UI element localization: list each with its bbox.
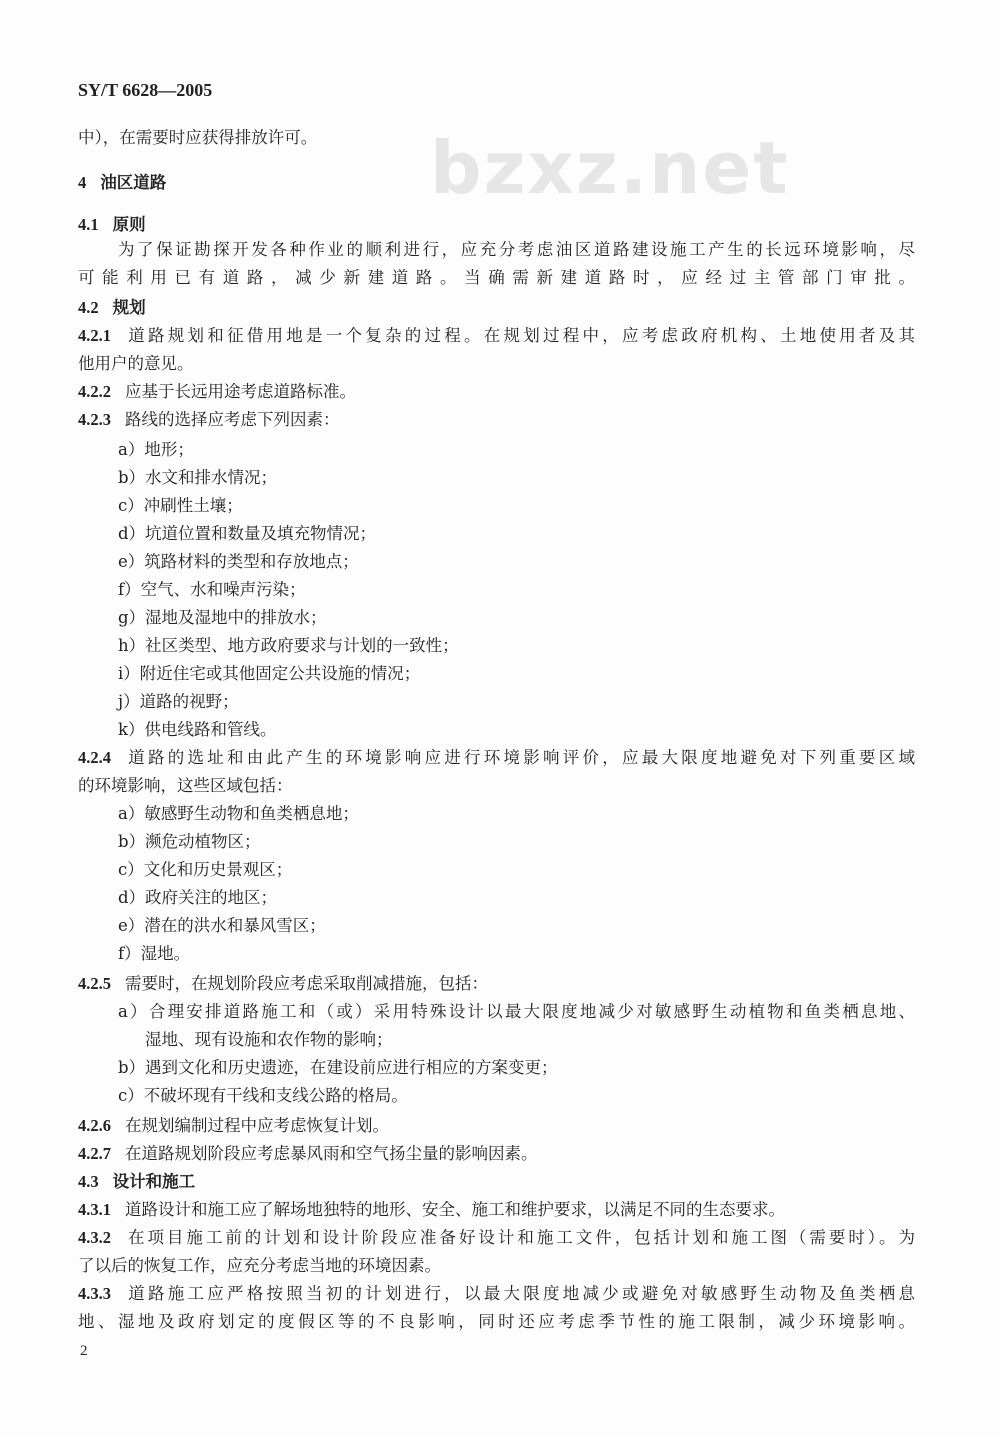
text-line [118,859,292,881]
line-text: d）政府关注的地区； [118,888,278,907]
line-text: f）湿地。 [118,944,191,963]
section-line [78,1283,915,1305]
line-text: b）水文和排水情况； [118,468,278,487]
line-text: b）遇到文化和历史遗迹，在建设前应进行相应的方案变更； [118,1058,558,1077]
section-line [78,325,915,347]
line-text: 路线的选择应考虑下列因素： [125,410,340,429]
line-text: j）道路的视野； [118,692,239,711]
section-number: 4.2.6 [78,1116,111,1135]
text-line [145,1029,393,1051]
line-text: 地、湿地及政府划定的度假区等的不良影响，同时还应考虑季节性的施工限制，减少环境影响。 [78,1312,915,1331]
section-line [78,297,146,319]
line-text: 在道路规划阶段应考虑暴风雨和空气扬尘量的影响因素。 [125,1144,538,1163]
text-line [118,635,459,657]
section-line [78,172,166,194]
text-line [118,1085,408,1107]
section-line [78,1143,538,1165]
text-line [78,1255,441,1277]
section-number: 4.2 [78,298,99,317]
text-line [118,943,190,965]
line-text: c）不破坏现有干线和支线公路的格局。 [118,1086,408,1105]
line-text: f）空气、水和噪声污染； [118,580,306,599]
text-line [118,523,376,545]
section-number: 4.3.2 [78,1228,111,1247]
section-number: 4.2.3 [78,410,111,429]
line-text: 可能利用已有道路，减少新建道路。当确需新建道路时，应经过主管部门审批。 [78,268,915,287]
text-line [118,915,326,937]
line-text: 了以后的恢复工作，应充分考虑当地的环境因素。 [78,1256,441,1275]
text-line [78,267,915,289]
line-text: a）地形； [118,440,194,459]
line-text: e）潜在的洪水和暴风雪区； [118,916,326,935]
text-line [78,1311,915,1333]
line-text: c）冲刷性土壤； [118,496,243,515]
text-line [118,691,239,713]
line-text: 中），在需要时应获得排放许可。 [78,128,318,147]
text-line [118,719,277,741]
text-line [118,439,194,461]
line-text: 需要时，在规划阶段应考虑采取削减措施，包括： [125,974,488,993]
line-text: 道路设计和施工应了解场地独特的地形、安全、施工和维护要求，以满足不同的生态要求。 [125,1200,785,1219]
text-line [118,467,277,489]
section-number: 4.2.1 [78,326,111,345]
section-line [78,1199,785,1221]
section-line [78,1227,915,1249]
section-number: 4.2.7 [78,1144,111,1163]
line-text: 规划 [112,298,146,317]
text-line [78,127,317,149]
document-code-header: SY/T 6628—2005 [78,80,213,100]
section-number: 4.3 [78,1172,99,1191]
line-text: 设计和施工 [112,1172,196,1191]
section-line [78,973,488,995]
text-line [118,1001,915,1023]
section-line [78,214,146,236]
text-line [78,775,293,797]
section-number: 4.3.3 [78,1284,111,1303]
section-number: 4 [78,173,87,192]
line-text: b）濒危动植物区； [118,832,261,851]
watermark: bzxz.net [430,126,790,210]
line-text: g）湿地及湿地中的排放水； [118,608,327,627]
section-line [78,381,356,403]
line-text: 湿地、现有设施和农作物的影响； [145,1030,393,1049]
text-line [78,353,194,375]
section-number: 4.3.1 [78,1200,111,1219]
line-text: h）社区类型、地方政府要求与计划的一致性； [118,636,459,655]
line-text: 为了保证勘探开发各种作业的顺利进行，应充分考虑油区道路建设施工产生的长远环境影响，尽 [118,240,915,259]
section-line [78,1171,195,1193]
section-line [78,409,340,431]
section-number: 4.1 [78,215,99,234]
line-text: c）文化和历史景观区； [118,860,293,879]
text-line [118,831,261,853]
line-text: 道路规划和征借用地是一个复杂的过程。在规划过程中，应考虑政府机构、土地使用者及其 [125,326,915,345]
line-text: i）附近住宅或其他固定公共设施的情况； [118,664,421,683]
line-text: 道路施工应严格按照当初的计划进行，以最大限度地减少或避免对敏感野生动物及鱼类栖息 [125,1284,915,1303]
line-text: 道路的选址和由此产生的环境影响应进行环境影响评价，应最大限度地避免对下列重要区域 [125,748,915,767]
text-line [118,663,420,685]
section-number: 4.2.5 [78,974,111,993]
text-line [118,239,915,261]
line-text: a）敏感野生动物和鱼类栖息地； [118,804,359,823]
section-line [78,1115,389,1137]
text-line [118,579,306,601]
line-text: 他用户的意见。 [78,354,194,373]
line-text: a）合理安排道路施工和（或）采用特殊设计以最大限度地减少对敏感野生动植物和鱼类栖息地、 [118,1002,915,1021]
line-text: 油区道路 [100,173,167,192]
text-line [118,495,243,517]
text-line [118,1057,558,1079]
section-line [78,747,915,769]
page-number: 2 [80,1343,88,1359]
section-number: 4.2.4 [78,748,111,767]
line-text: e）筑路材料的类型和存放地点； [118,552,359,571]
line-text: 原则 [112,215,146,234]
line-text: 的环境影响，这些区域包括： [78,776,293,795]
text-line [118,551,359,573]
line-text: 在项目施工前的计划和设计阶段应准备好设计和施工文件，包括计划和施工图（需要时）。为 [125,1228,915,1247]
text-line [118,887,277,909]
line-text: d）坑道位置和数量及填充物情况； [118,524,377,543]
section-number: 4.2.2 [78,382,111,401]
line-text: 在规划编制过程中应考虑恢复计划。 [125,1116,389,1135]
line-text: 应基于长远用途考虑道路标准。 [125,382,356,401]
line-text: k）供电线路和管线。 [118,720,277,739]
text-line [118,607,327,629]
text-line [118,803,359,825]
